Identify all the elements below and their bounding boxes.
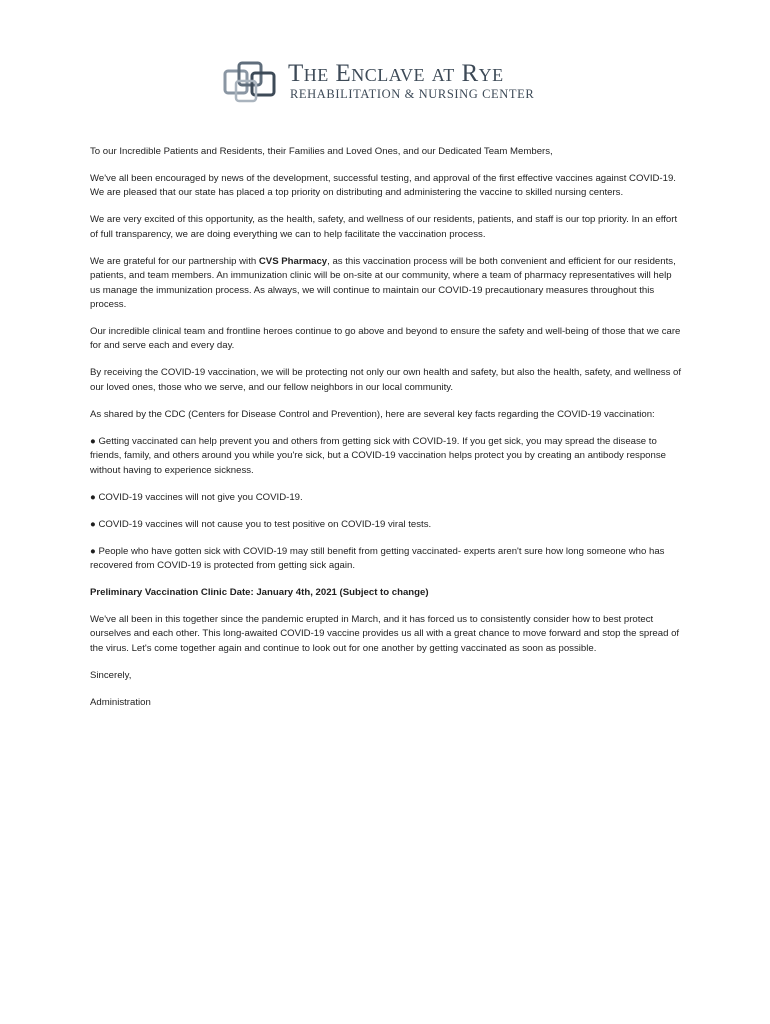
logo-text [288, 61, 534, 101]
paragraph-together: We've all been in this together since the pandemic erupted in March, and it has forced us to consistently consider how to best protect ourselves and each other. This long-awaited COVID-19 vaccine provides us all with a great chance to move forward and stop the spread of the virus. Let's come together again and continue to look out for one another by getting vaccinated as soon as possible. [90, 614, 680, 654]
paragraph-partnership [90, 255, 682, 313]
partnership-text-after: , as this vaccination process will be both convenient and efficient for our residents, patients, and team members. An immunization clinic will be on-site at our community, where a team of pharmacy representatives will help us manage the immunization process. As always, we will continue to maintain our COVID-19 precautionary measures throughout this process. [90, 255, 676, 311]
interlocking-squares-logo-icon [222, 57, 280, 105]
paragraph-encouraged: We've all been encouraged by news of the development, successful testing, and approval of the first effective vaccines against COVID-19. We are pleased that our state has placed a top priority on distributing and administering the vaccine to skilled nursing centers. [90, 173, 676, 199]
fact-item: ● COVID-19 vaccines will not cause you to test positive on COVID-19 viral tests. [90, 518, 432, 530]
signature: Administration [90, 696, 151, 708]
fact-item: ● Getting vaccinated can help prevent you and others from getting sick with COVID-19. If you get sick, you may spread the disease to friends, family, and others around you while you're sick, but a COVID-19 vaccination helps protect you by creating an antibody response without having to experience sickness. [90, 435, 666, 476]
letter-body [90, 145, 682, 723]
closing: Sincerely, [90, 669, 132, 681]
organization-subtitle: REHABILITATION & NURSING CENTER [290, 87, 535, 101]
partner-name: CVS Pharmacy [258, 255, 328, 267]
organization-name: The Enclave at Rye [288, 60, 504, 87]
salutation: To our Incredible Patients and Residents, their Families and Loved Ones, and our Dedicated Team Members, [90, 146, 553, 157]
partnership-text-before: We are grateful for our partnership with [90, 255, 259, 267]
letterhead [222, 56, 552, 106]
paragraph-excited: We are very excited of this opportunity, as the health, safety, and wellness of our residents, patients, and staff is our top priority. In an effort of full transparency, we are doing everything we can to help facilitate the vaccination process. [90, 214, 678, 240]
paragraph-clinical-team: Our incredible clinical team and frontline heroes continue to go above and beyond to ensure the safety and well-being of those that we care for and serve each and every day. [90, 326, 681, 352]
fact-item: ● People who have gotten sick with COVID-19 may still benefit from getting vaccinated- experts aren't sure how long someone who has recovered from COVID-19 is protected from getting sick again. [90, 545, 665, 572]
paragraph-cdc-intro: As shared by the CDC (Centers for Disease Control and Prevention), here are several key facts regarding the COVID-19 vaccination: [90, 408, 655, 420]
paragraph-protecting: By receiving the COVID-19 vaccination, we will be protecting not only our own health and safety, but also the health, safety, and wellness of our loved ones, those who we serve, and our fellow neighbors in our local community. [90, 367, 682, 393]
fact-item: ● COVID-19 vaccines will not give you COVID-19. [90, 491, 303, 503]
clinic-date: Preliminary Vaccination Clinic Date: January 4th, 2021 (Subject to change) [90, 587, 429, 599]
